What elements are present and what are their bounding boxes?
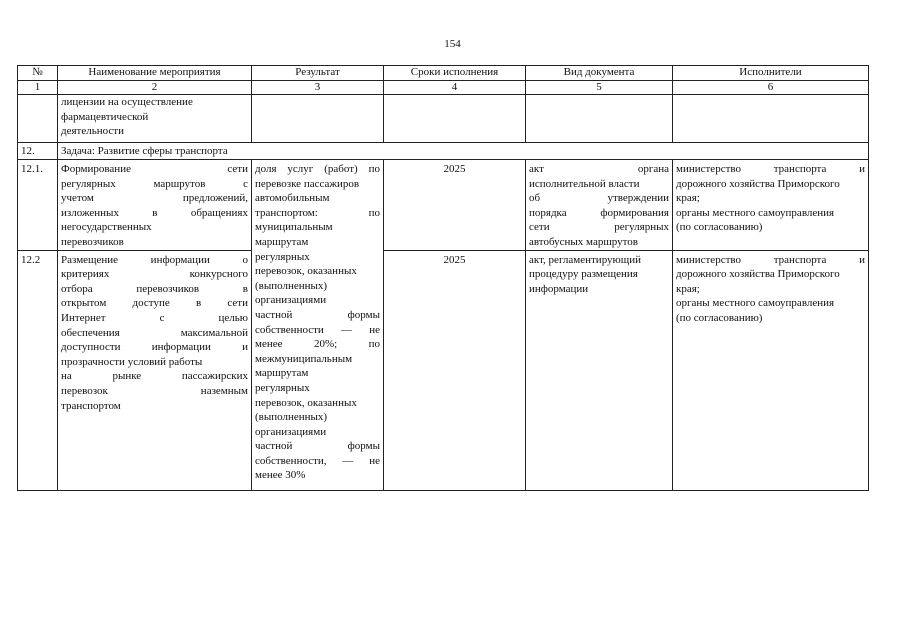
header-number: № <box>18 66 58 81</box>
header-executors: Исполнители <box>673 66 869 81</box>
row-number: 12.1. <box>18 160 58 251</box>
section-row <box>18 143 869 160</box>
column-number-row <box>18 81 869 95</box>
page-number: 154 <box>444 38 461 50</box>
row-name-cell: Размещение информации о критериях конкурсного отбора перевозчиков в открытом доступе в сети Интернет с целью обеспечения максимальной доступности информации и прозрачности условий работы на рынке пассажирских перевозок наземным транспортом <box>58 250 252 490</box>
column-number: 2 <box>58 81 252 95</box>
section-number: 12. <box>18 143 58 160</box>
shared-result-cell: доля услуг (работ) по перевозке пассажиров автомобильным транспортом: по муниципальным маршрутам регулярных перевозок, оказанных (выполненных) организациями частной формы собственности — не менее 20%; по межмуниципальным маршрутам регулярных перевозок, оказанных (выполненных) организациями частной формы собственности, — не менее 30% <box>252 160 384 491</box>
column-number: 6 <box>673 81 869 95</box>
section-title: Задача: Развитие сферы транспорта <box>58 143 869 160</box>
header-row <box>18 66 869 81</box>
column-number: 1 <box>18 81 58 95</box>
column-number: 3 <box>252 81 384 95</box>
continuation-name-cell: лицензии на осуществление фармацевтической деятельности <box>58 95 252 143</box>
table-row <box>18 160 869 251</box>
row-executors-cell: министерство транспорта и дорожного хозяйства Приморского края; органы местного самоуправления (по согласованию) <box>673 160 869 251</box>
header-result: Результат <box>252 66 384 81</box>
table-row <box>18 250 869 490</box>
row-deadline: 2025 <box>384 160 526 251</box>
column-number: 4 <box>384 81 526 95</box>
row-name-cell: Формирование сети регулярных маршрутов с учетом предложений, изложенных в обращениях негосударственных перевозчиков <box>58 160 252 251</box>
row-executors-cell: министерство транспорта и дорожного хозяйства Приморского края; органы местного самоуправления (по согласованию) <box>673 250 869 490</box>
header-document: Вид документа <box>526 66 673 81</box>
column-number: 5 <box>526 81 673 95</box>
header-deadline: Сроки исполнения <box>384 66 526 81</box>
measures-table <box>17 65 869 491</box>
row-document-cell: акт органа исполнительной власти об утверждении порядка формирования сети регулярных автобусных маршрутов <box>526 160 673 251</box>
row-deadline: 2025 <box>384 250 526 490</box>
row-number: 12.2 <box>18 250 58 490</box>
row-document-cell: акт, регламентирующий процедуру размещения информации <box>526 250 673 490</box>
continuation-row <box>18 95 869 143</box>
header-name: Наименование мероприятия <box>58 66 252 81</box>
